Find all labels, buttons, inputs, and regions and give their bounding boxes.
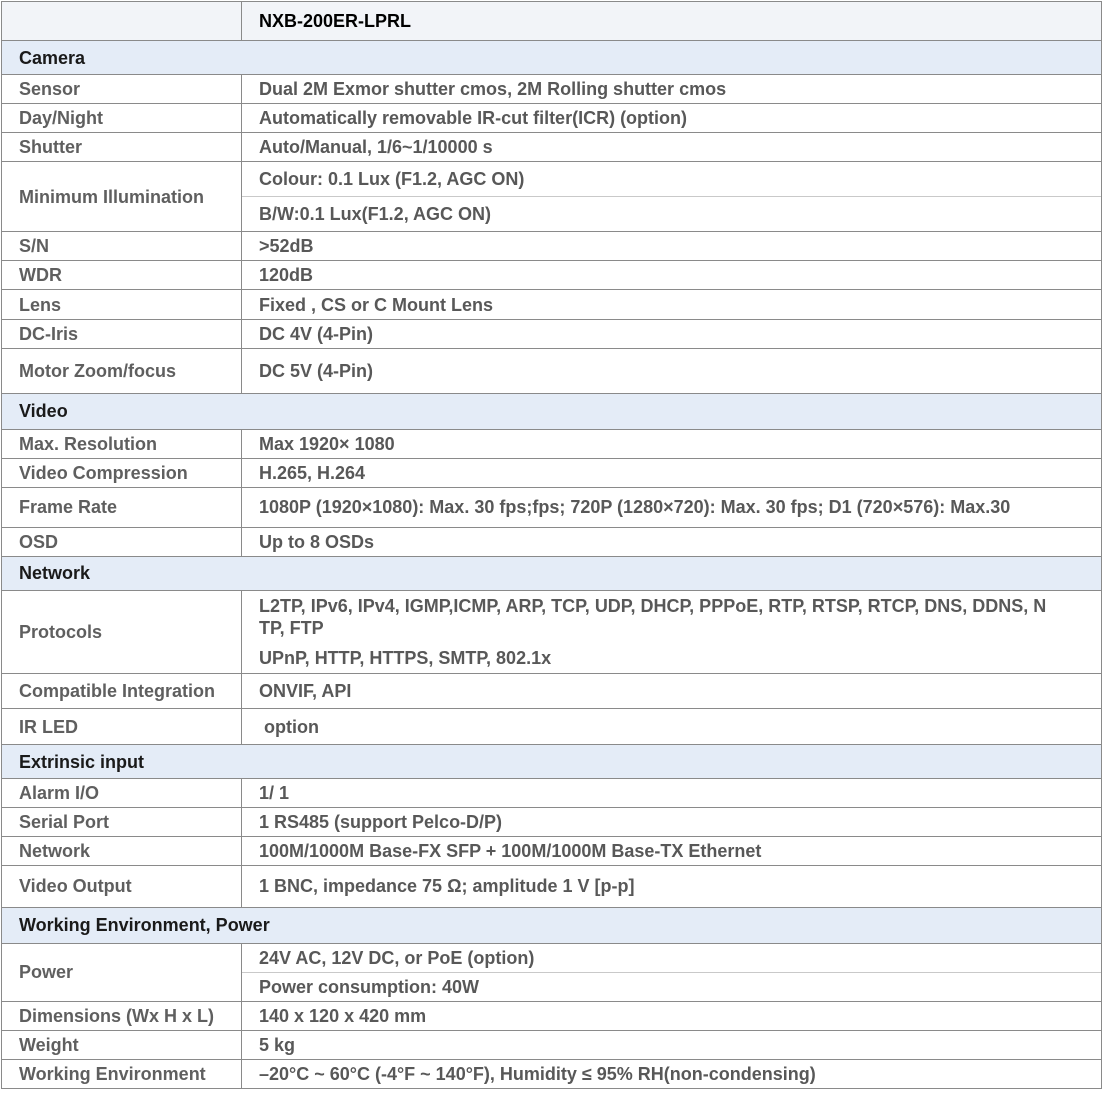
spec-label: Weight: [2, 1030, 242, 1059]
spec-value-line: 24V AC, 12V DC, or PoE (option): [259, 947, 535, 968]
row-serial-port: [2, 808, 1102, 837]
section-environment-power: [2, 907, 1102, 943]
spec-value: >52dB: [242, 232, 1102, 261]
spec-value: DC 5V (4-Pin): [242, 348, 1102, 393]
spec-value-line: [242, 591, 1101, 641]
row-ir-led: [2, 709, 1102, 745]
spec-value: Max 1920× 1080: [242, 429, 1102, 458]
spec-value-line: B/W:0.1 Lux(F1.2, AGC ON): [242, 196, 1101, 231]
spec-value-multi: [242, 162, 1102, 232]
row-sn: [2, 232, 1102, 261]
row-working-environment: [2, 1059, 1102, 1088]
row-osd: [2, 527, 1102, 556]
row-wdr: [2, 261, 1102, 290]
header-blank-cell: [2, 2, 242, 41]
section-title: Extrinsic input: [2, 745, 1102, 779]
spec-label: Alarm I/O: [2, 779, 242, 808]
spec-value: Automatically removable IR-cut filter(ICR) (option): [242, 104, 1102, 133]
spec-label: Protocols: [2, 590, 242, 673]
spec-value: 1 RS485 (support Pelco-D/P): [242, 808, 1102, 837]
spec-label: Power: [2, 943, 242, 1001]
section-extrinsic-input: [2, 745, 1102, 779]
spec-value: Up to 8 OSDs: [242, 527, 1102, 556]
spec-label: Sensor: [2, 75, 242, 104]
spec-value: option: [242, 709, 1102, 745]
spec-value: DC 4V (4-Pin): [242, 319, 1102, 348]
spec-label: Minimum Illumination: [2, 162, 242, 232]
spec-label: Lens: [2, 290, 242, 319]
spec-value: Fixed , CS or C Mount Lens: [242, 290, 1102, 319]
spec-value: 1 BNC, impedance 75 Ω; amplitude 1 V [p-p]: [242, 866, 1102, 907]
spec-label: Serial Port: [2, 808, 242, 837]
spec-label: Network: [2, 837, 242, 866]
spec-value: 140 x 120 x 420 mm: [242, 1001, 1102, 1030]
row-shutter: [2, 133, 1102, 162]
row-frame-rate: [2, 487, 1102, 527]
spec-value: 1/ 1: [242, 779, 1102, 808]
spec-value: –20°C ~ 60°C (-4°F ~ 140°F), Humidity ≤ 95% RH(non-condensing): [242, 1059, 1102, 1088]
spec-label: Day/Night: [2, 104, 242, 133]
protocols-line-1a: L2TP, IPv6, IPv4, IGMP,ICMP, ARP, TCP, UDP, DHCP, PPPoE, RTP, RTSP, RTCP, DNS, DDNS, N: [259, 596, 1047, 617]
spec-label: OSD: [2, 527, 242, 556]
row-video-output: [2, 866, 1102, 907]
row-max-resolution: [2, 429, 1102, 458]
section-title: Network: [2, 556, 1102, 590]
protocols-line-1b: TP, FTP: [259, 618, 324, 639]
spec-label: Shutter: [2, 133, 242, 162]
spec-value: 1080P (1920×1080): Max. 30 fps;fps; 720P (1280×720): Max. 30 fps; D1 (720×576): Max.30: [242, 487, 1102, 527]
spec-label: Frame Rate: [2, 487, 242, 527]
spec-label: Motor Zoom/focus: [2, 348, 242, 393]
row-power: [2, 943, 1102, 1001]
spec-table: [1, 1, 1102, 1089]
section-title: Working Environment, Power: [2, 907, 1102, 943]
row-protocols: [2, 590, 1102, 673]
row-weight: [2, 1030, 1102, 1059]
row-video-compression: [2, 458, 1102, 487]
section-network: [2, 556, 1102, 590]
section-title: Video: [2, 393, 1102, 429]
section-title: Camera: [2, 41, 1102, 75]
spec-value: 5 kg: [242, 1030, 1102, 1059]
row-lens: [2, 290, 1102, 319]
spec-label: Compatible Integration: [2, 674, 242, 709]
spec-value: Auto/Manual, 1/6~1/10000 s: [242, 133, 1102, 162]
spec-label: DC-Iris: [2, 319, 242, 348]
header-row: [2, 2, 1102, 41]
spec-value-line: Power consumption: 40W: [242, 972, 1101, 1001]
spec-value-line: Colour: 0.1 Lux (F1.2, AGC ON): [259, 169, 525, 190]
spec-value: H.265, H.264: [242, 458, 1102, 487]
spec-label: IR LED: [2, 709, 242, 745]
model-name: NXB-200ER-LPRL: [242, 2, 1102, 41]
spec-label: Dimensions (Wx H x L): [2, 1001, 242, 1030]
spec-value: 100M/1000M Base-FX SFP + 100M/1000M Base-TX Ethernet: [242, 837, 1102, 866]
section-video: [2, 393, 1102, 429]
row-compatible-integration: [2, 674, 1102, 709]
spec-value-multi: [242, 590, 1102, 673]
row-alarm-io: [2, 779, 1102, 808]
spec-value: Dual 2M Exmor shutter cmos, 2M Rolling shutter cmos: [242, 75, 1102, 104]
spec-label: Video Compression: [2, 458, 242, 487]
spec-label: Working Environment: [2, 1059, 242, 1088]
spec-value-line: UPnP, HTTP, HTTPS, SMTP, 802.1x: [259, 648, 552, 669]
row-min-illumination: [2, 162, 1102, 232]
spec-label: WDR: [2, 261, 242, 290]
row-network-interface: [2, 837, 1102, 866]
row-day-night: [2, 104, 1102, 133]
spec-label: Video Output: [2, 866, 242, 907]
spec-label: Max. Resolution: [2, 429, 242, 458]
row-motor-zoom: [2, 348, 1102, 393]
spec-value: 120dB: [242, 261, 1102, 290]
spec-value: ONVIF, API: [242, 674, 1102, 709]
spec-label: S/N: [2, 232, 242, 261]
row-sensor: [2, 75, 1102, 104]
row-dimensions: [2, 1001, 1102, 1030]
section-camera: [2, 41, 1102, 75]
row-dc-iris: [2, 319, 1102, 348]
spec-value-multi: [242, 943, 1102, 1001]
